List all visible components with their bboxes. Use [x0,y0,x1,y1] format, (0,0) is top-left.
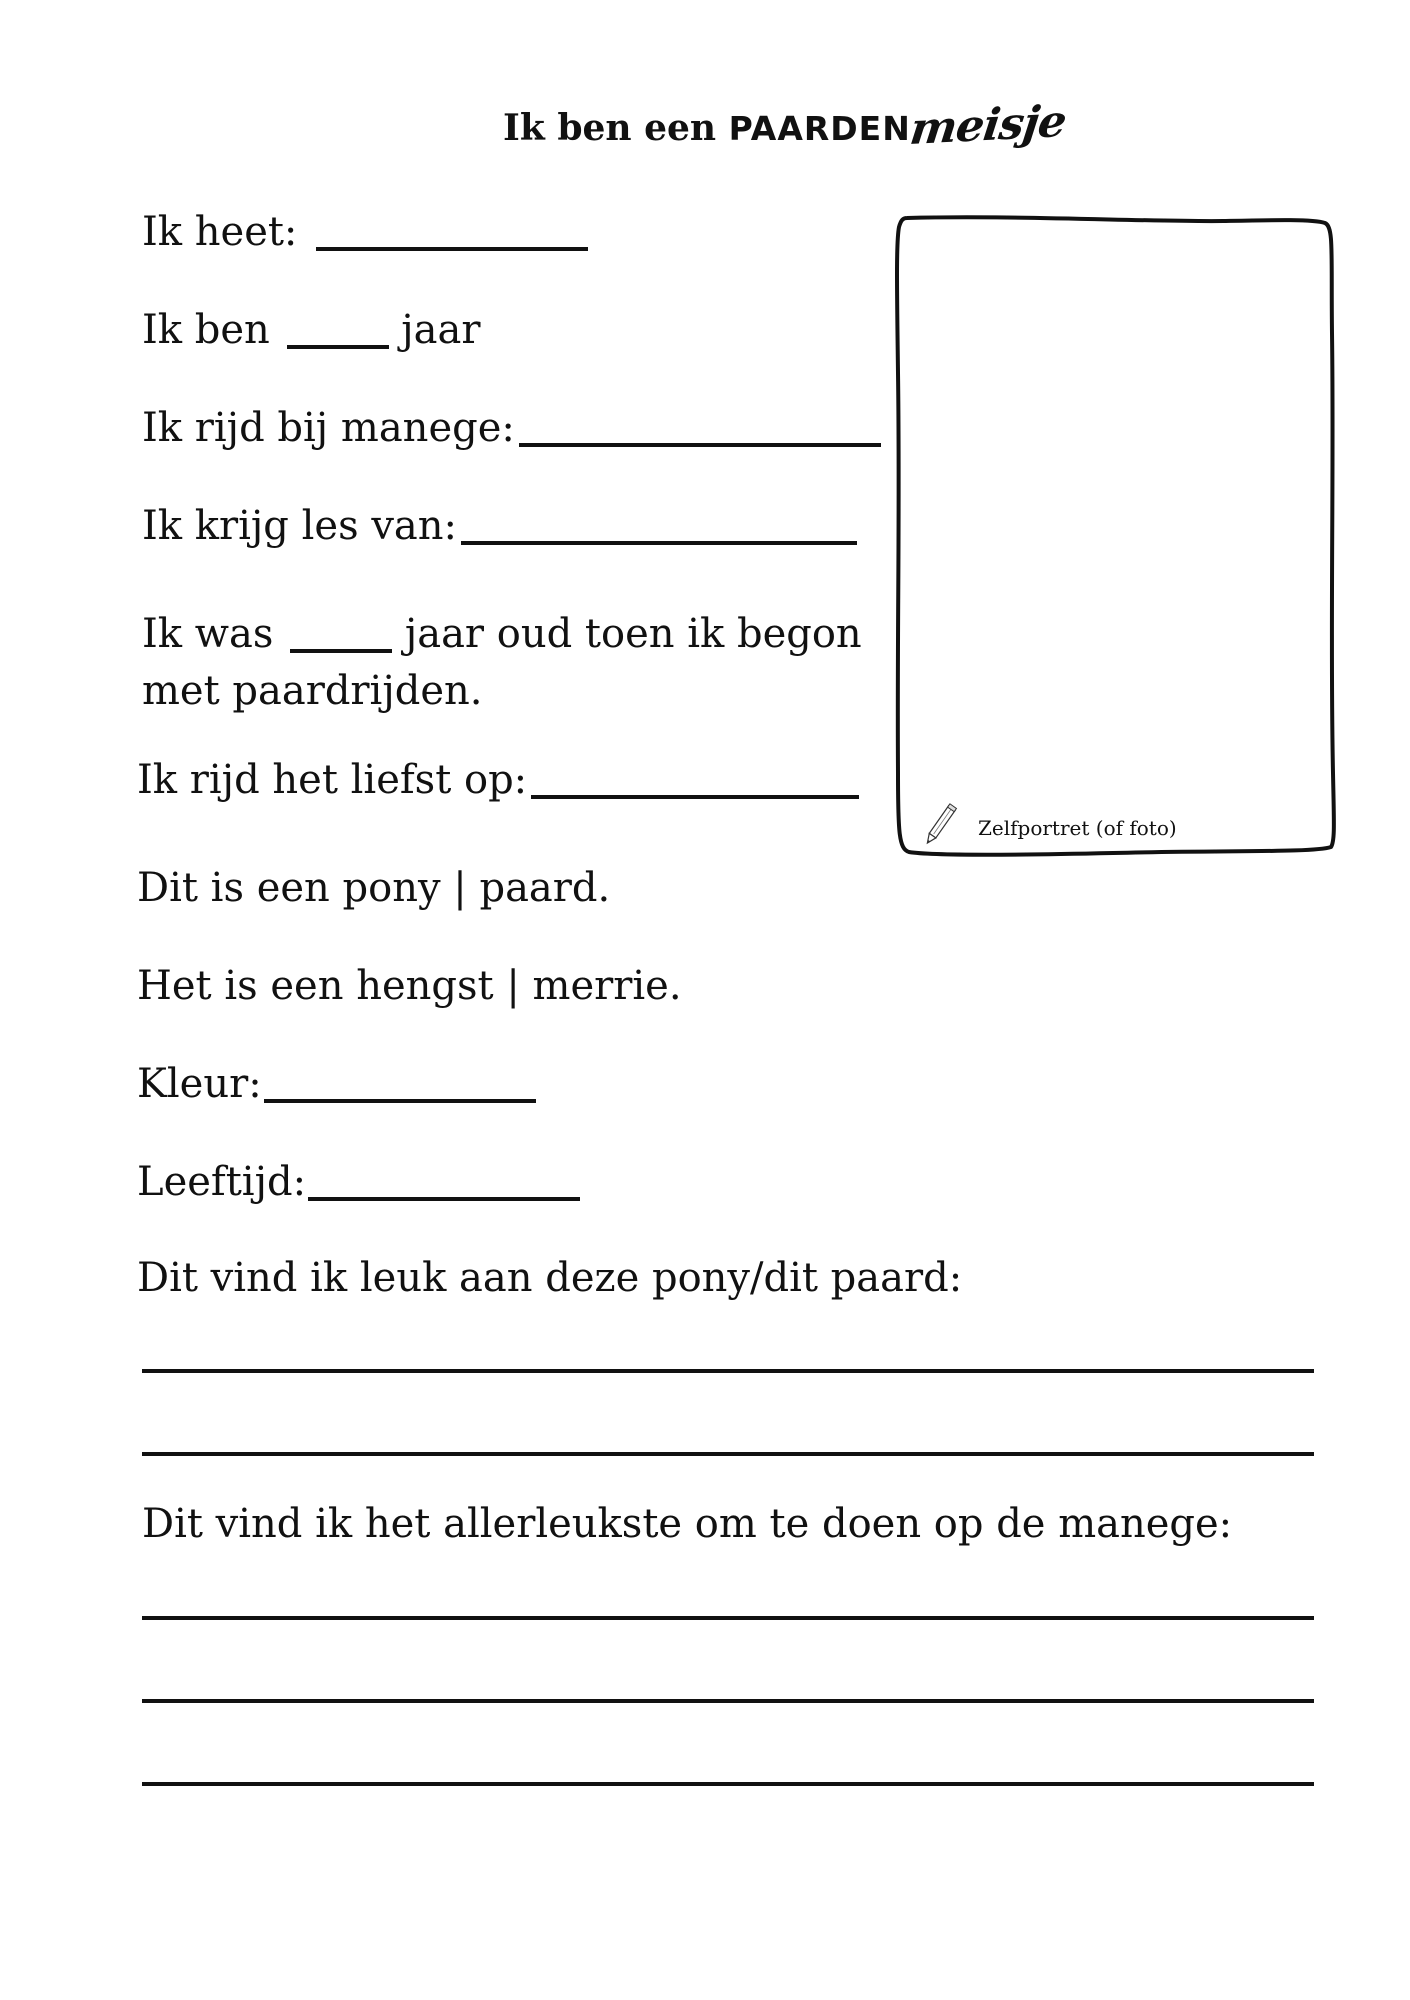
name-blank[interactable] [316,247,588,251]
pencil-icon [920,800,960,850]
title-caps: PAARDEN [728,109,911,148]
title-script: meisje [907,96,1069,155]
choice-pony-horse[interactable]: Dit is een pony | paard. [137,865,611,911]
age-blank[interactable] [287,345,389,349]
field-horse-age [137,1159,580,1205]
horse-age-blank[interactable] [308,1197,580,1201]
field-name [142,209,588,255]
field-start-age-suffix: jaar oud toen ik begon [404,611,862,657]
field-age-label: Ik ben [142,307,270,353]
colour-blank[interactable] [264,1099,536,1103]
answer-line[interactable] [142,1369,1314,1373]
field-start-age-label: Ik was [142,611,274,657]
field-colour-label: Kleur: [137,1061,262,1107]
field-name-label: Ik heet: [142,209,298,255]
field-age [142,307,481,353]
field-horse-age-label: Leeftijd: [137,1159,307,1205]
riding-school-blank[interactable] [519,443,881,447]
field-instructor-label: Ik krijg les van: [142,503,458,549]
field-colour [137,1061,536,1107]
field-riding-school-label: Ik rijd bij manege: [142,405,515,451]
self-portrait-frame[interactable] [893,213,1337,859]
field-start-age [142,606,862,720]
answer-line[interactable] [142,1699,1314,1703]
answer-line[interactable] [142,1616,1314,1620]
question-likes-horse: Dit vind ik leuk aan deze pony/dit paard: [137,1255,963,1301]
start-age-blank[interactable] [290,649,392,653]
field-favourite-horse-label: Ik rijd het liefst op: [137,757,528,803]
field-start-age-line2: met paardrijden. [142,668,483,714]
favourite-horse-blank[interactable] [531,795,859,799]
instructor-blank[interactable] [461,541,857,545]
question-favourite-activity: Dit vind ik het allerleukste om te doen op de manege: [142,1501,1233,1547]
field-age-suffix: jaar [401,307,481,353]
field-instructor [142,503,857,549]
field-riding-school [142,405,881,451]
answer-line[interactable] [142,1452,1314,1456]
frame-border [897,217,1334,855]
choice-stallion-mare[interactable]: Het is een hengst | merrie. [137,963,682,1009]
photo-caption: Zelfportret (of foto) [978,816,1177,840]
answer-line[interactable] [142,1782,1314,1786]
title-prefix: Ik ben een [503,107,717,149]
page-title [503,96,1069,155]
field-favourite-horse [137,757,859,803]
